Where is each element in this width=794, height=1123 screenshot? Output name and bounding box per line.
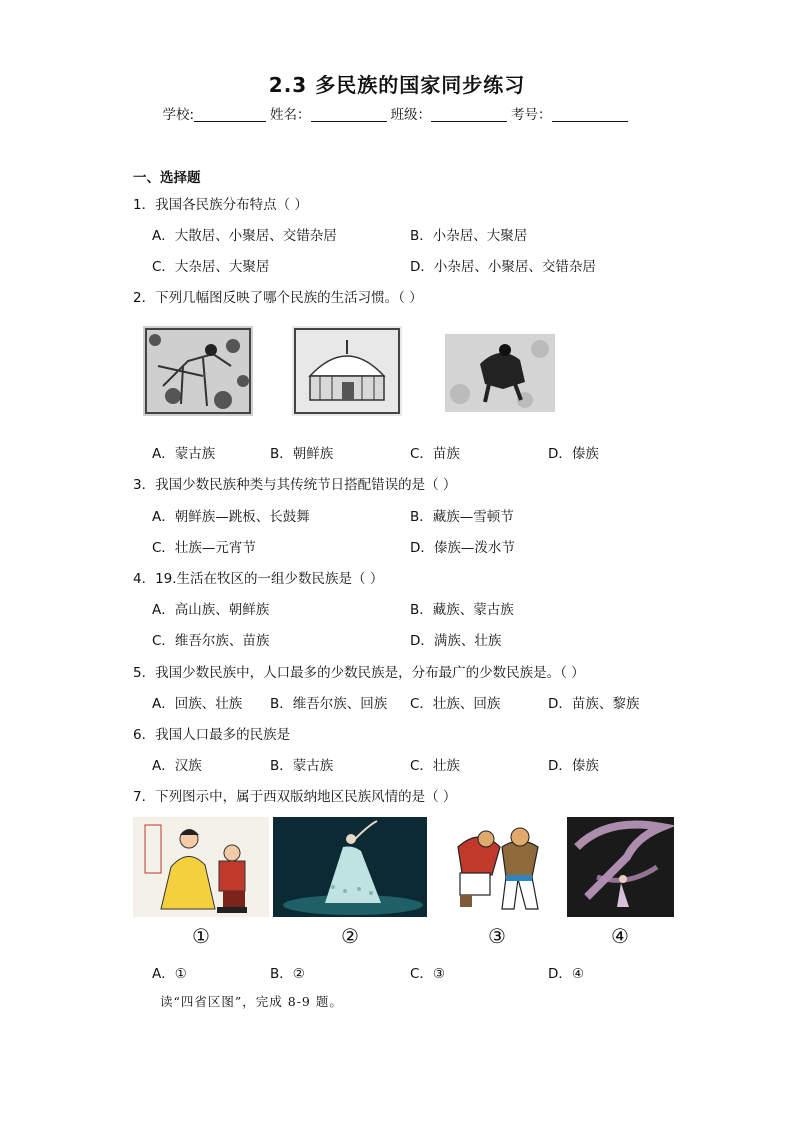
question-3-option-b[interactable]: B．藏族—雪顿节 (410, 509, 514, 525)
exam-no-blank[interactable] (552, 107, 628, 122)
question-5-option-d[interactable]: D．苗族、黎族 (548, 696, 640, 712)
question-2-option-d[interactable]: D．傣族 (548, 446, 599, 462)
image-4-caption: ④ (611, 924, 629, 948)
question-2-option-c[interactable]: C．苗族 (410, 446, 460, 462)
photo-horse-riding (143, 326, 253, 416)
page-title: 2.3 多民族的国家同步练习 (268, 73, 526, 97)
question-6-option-a[interactable]: A．汉族 (152, 758, 202, 774)
image-1-caption: ① (192, 924, 210, 948)
image-4-sleeve-dance (567, 817, 674, 917)
section-heading: 一、选择题 (133, 170, 201, 186)
question-6-option-b[interactable]: B．蒙古族 (270, 758, 334, 774)
question-6-stem: 6．我国人口最多的民族是 (133, 727, 291, 743)
question-2-option-a[interactable]: A．蒙古族 (152, 446, 216, 462)
question-1-option-c[interactable]: C．大杂居、大聚居 (152, 259, 270, 275)
image-3-caption: ③ (488, 924, 506, 948)
photo-wrestling (445, 334, 555, 412)
question-5-option-b[interactable]: B．维吾尔族、回族 (270, 696, 388, 712)
school-blank[interactable] (194, 107, 266, 122)
question-1-option-a[interactable]: A．大散居、小聚居、交错杂居 (152, 228, 337, 244)
question-2-option-b[interactable]: B．朝鲜族 (270, 446, 334, 462)
question-1-stem: 1．我国各民族分布特点（ ） (133, 197, 308, 213)
student-info-line (0, 103, 794, 123)
class-blank[interactable] (431, 107, 507, 122)
question-1-option-d[interactable]: D．小杂居、小聚居、交错杂居 (410, 259, 596, 275)
name-label: 姓名： (270, 107, 311, 123)
name-blank[interactable] (311, 107, 387, 122)
question-7-option-c[interactable]: C．③ (410, 966, 446, 982)
question-4-stem: 4．19.生活在牧区的一组少数民族是（ ） (133, 571, 384, 587)
question-4-option-c[interactable]: C．维吾尔族、苗族 (152, 633, 270, 649)
question-6-option-d[interactable]: D．傣族 (548, 758, 599, 774)
question-4-option-b[interactable]: B．藏族、蒙古族 (410, 602, 514, 618)
question-6-option-c[interactable]: C．壮族 (410, 758, 460, 774)
question-3-option-c[interactable]: C．壮族—元宵节 (152, 540, 256, 556)
question-3-option-d[interactable]: D．傣族—泼水节 (410, 540, 515, 556)
question-2-stem: 2．下列几幅图反映了哪个民族的生活习惯。（ ） (133, 290, 423, 306)
question-7-option-b[interactable]: B．② (270, 966, 305, 982)
question-4-option-d[interactable]: D．满族、壮族 (410, 633, 502, 649)
image-2-peacock-dance (273, 817, 427, 917)
question-1-option-b[interactable]: B．小杂居、大聚居 (410, 228, 528, 244)
question-7-option-a[interactable]: A．① (152, 966, 187, 982)
exam-no-label: 考号： (511, 107, 552, 123)
image-3-wrestlers (440, 817, 552, 917)
class-label: 班级： (390, 107, 432, 123)
school-label: 学校: (162, 107, 195, 123)
question-5-option-c[interactable]: C．壮族、回族 (410, 696, 501, 712)
question-3-option-a[interactable]: A．朝鲜族—跳板、长鼓舞 (152, 509, 310, 525)
question-7-stem: 7．下列图示中，属于西双版纳地区民族风情的是（ ） (133, 789, 457, 805)
question-4-option-a[interactable]: A．高山族、朝鲜族 (152, 602, 270, 618)
image-1-dancing-couple (133, 817, 269, 917)
question-3-stem: 3．我国少数民族种类与其传统节日搭配错误的是（ ） (133, 477, 457, 493)
question-5-option-a[interactable]: A．回族、壮族 (152, 696, 243, 712)
image-2-caption: ② (341, 924, 359, 948)
reading-note: 读“四省区图”，完成 8-9 题。 (160, 994, 343, 1009)
photo-yurt (292, 326, 402, 416)
question-5-stem: 5．我国少数民族中，人口最多的少数民族是，分布最广的少数民族是。（ ） (133, 665, 585, 681)
question-7-option-d[interactable]: D．④ (548, 966, 584, 982)
